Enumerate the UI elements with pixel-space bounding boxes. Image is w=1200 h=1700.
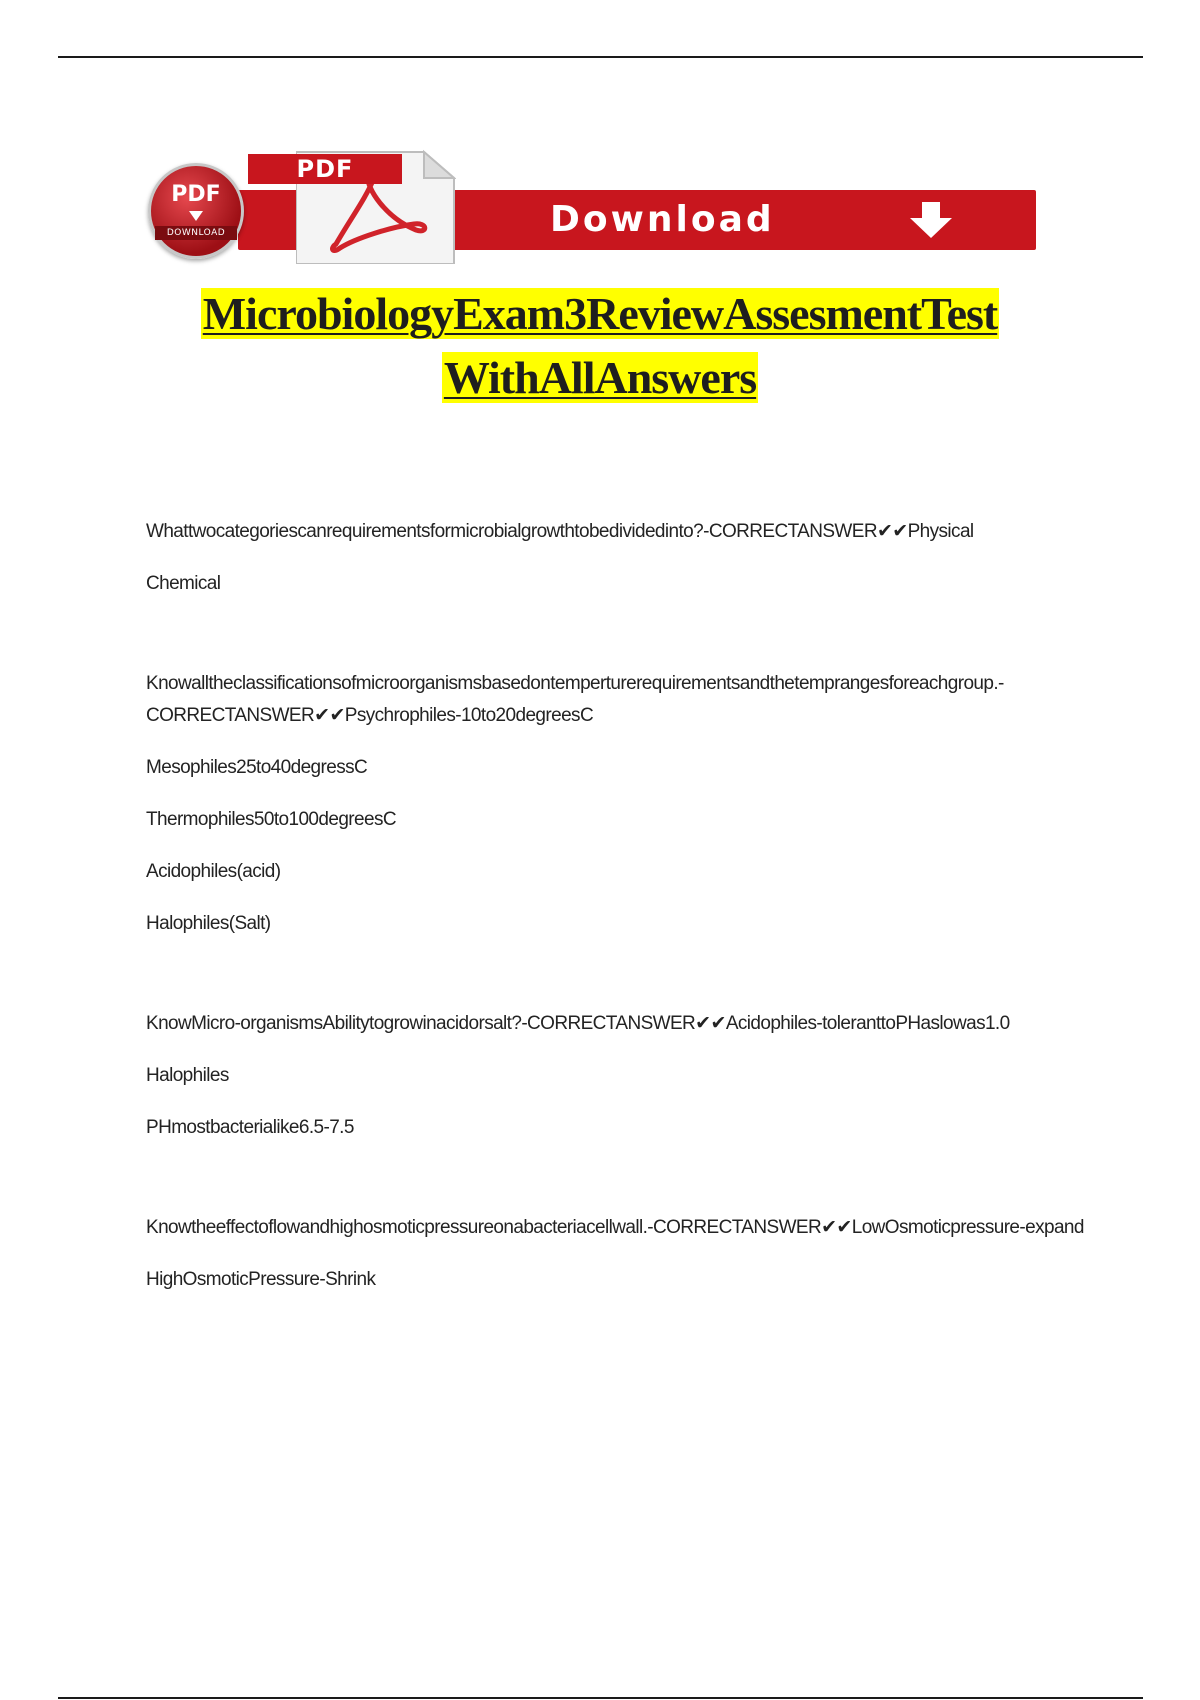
pdf-download-banner[interactable] bbox=[148, 148, 1036, 266]
badge-arrow-icon bbox=[189, 211, 203, 221]
answer-2-2: Thermophiles50to100degreesC bbox=[146, 809, 396, 830]
question-3: KnowMicro-organismsAbilitytogrowinacidorsalt?-CORRECTANSWER✔✔Acidophiles-toleranttoPHaslowas1.0 bbox=[146, 1013, 1010, 1034]
answer-3-1: Halophiles bbox=[146, 1065, 229, 1086]
question-4: Knowtheeffectoflowandhighosmoticpressureonabacteriacellwall.-CORRECTANSWER✔✔LowOsmoticpressure-expand bbox=[146, 1217, 1084, 1238]
qa-block-2 bbox=[146, 668, 1106, 940]
answer-3-2: PHmostbacterialike6.5-7.5 bbox=[146, 1117, 354, 1138]
answer-1-1: Chemical bbox=[146, 573, 221, 594]
title-line-2: WithAllAnswers bbox=[443, 352, 757, 403]
qa-block-3 bbox=[146, 1008, 1106, 1144]
pdf-document-icon bbox=[248, 148, 453, 266]
qa-content bbox=[146, 516, 1106, 1316]
pdf-tab-label: PDF bbox=[248, 154, 402, 184]
qa-block-4 bbox=[146, 1212, 1106, 1296]
document-title bbox=[100, 282, 1100, 410]
answer-2-1: Mesophiles25to40degressC bbox=[146, 757, 368, 778]
question-1: Whattwocategoriescanrequirementsformicrobialgrowthtobedividedinto?-CORRECTANSWER✔✔Physical bbox=[146, 521, 974, 542]
badge-label: PDF bbox=[171, 182, 221, 207]
answer-4-1: HighOsmoticPressure-Shrink bbox=[146, 1269, 376, 1290]
top-rule bbox=[58, 56, 1143, 58]
title-line-1: MicrobiologyExam3ReviewAssesmentTest bbox=[202, 288, 998, 339]
download-label: Download bbox=[550, 199, 775, 240]
pdf-badge-icon bbox=[148, 163, 244, 259]
badge-ribbon-label: DOWNLOAD bbox=[155, 226, 237, 240]
answer-2-3: Acidophiles(acid) bbox=[146, 861, 281, 882]
answer-2-4: Halophiles(Salt) bbox=[146, 913, 271, 934]
bottom-rule bbox=[58, 1697, 1143, 1699]
question-2: Knowalltheclassificationsofmicroorganismsbasedontemperturerequirementsandthetemprangesforeachgroup.-CORRECTANSWER✔✔Psychrophiles-10to20degreesC bbox=[146, 673, 1004, 726]
qa-block-1 bbox=[146, 516, 1106, 600]
download-arrow-icon bbox=[908, 202, 954, 240]
